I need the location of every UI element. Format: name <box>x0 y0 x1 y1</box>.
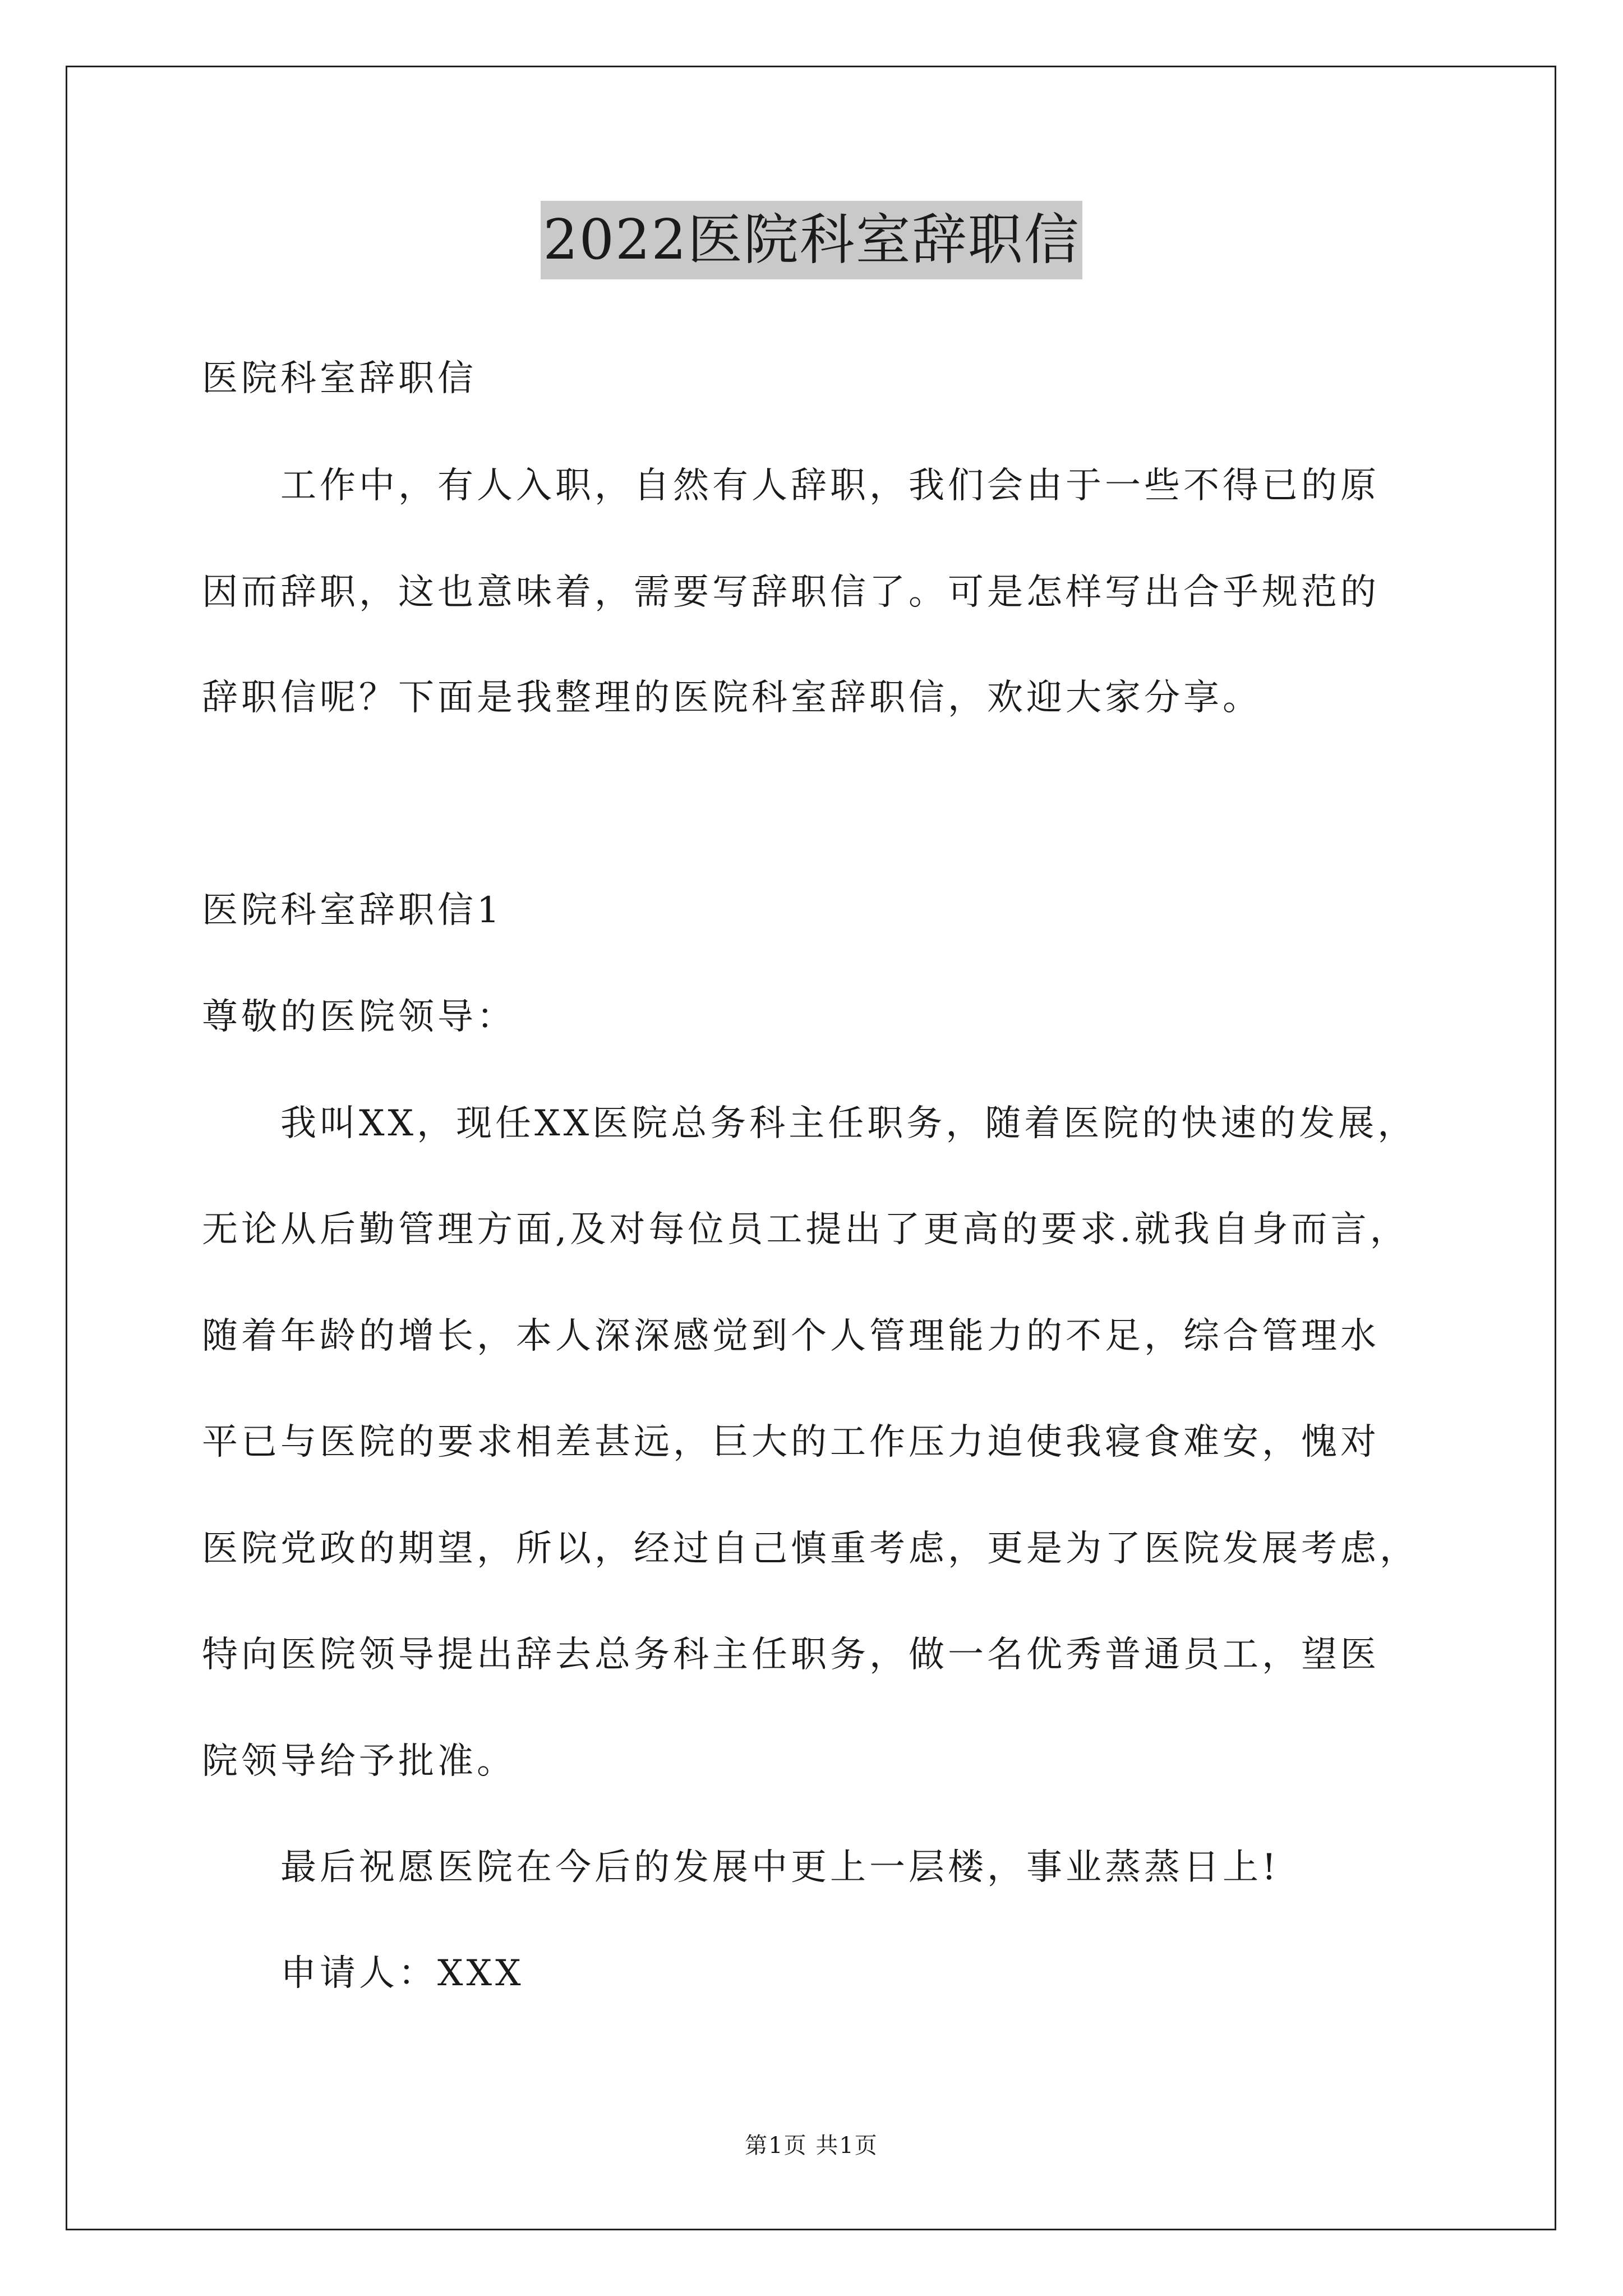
document-title: 2022医院科室辞职信 <box>541 201 1082 279</box>
paragraph-line: 医院党政的期望，所以，经过自己慎重考虑，更是为了医院发展考虑， <box>202 1528 1419 1570</box>
section-heading: 医院科室辞职信1 <box>202 890 503 931</box>
paragraph-line: 无论从后勤管理方面,及对每位员工提出了更高的要求.就我自身而言， <box>202 1209 1409 1250</box>
heading-intro: 医院科室辞职信 <box>202 358 477 399</box>
salutation: 尊敬的医院领导： <box>202 996 516 1038</box>
paragraph-line: 随着年龄的增长，本人深深感觉到个人管理能力的不足，综合管理水 <box>202 1315 1380 1357</box>
page-footer: 第1页 共1页 <box>745 2133 878 2159</box>
paragraph-line: 工作中，有人入职，自然有人辞职，我们会由于一些不得已的原 <box>280 465 1380 507</box>
paragraph-line: 因而辞职，这也意味着，需要写辞职信了。可是怎样写出合乎规范的 <box>202 572 1380 613</box>
closing-line: 最后祝愿医院在今后的发展中更上一层楼，事业蒸蒸日上! <box>280 1847 1280 1888</box>
paragraph-line: 特向医院领导提出辞去总务科主任职务，做一名优秀普通员工，望医 <box>202 1634 1380 1676</box>
paragraph-line: 平已与医院的要求相差甚远，巨大的工作压力迫使我寝食难安，愧对 <box>202 1421 1380 1463</box>
title-wrap <box>0 201 1623 279</box>
signature-line: 申请人：XXX <box>280 1953 524 1994</box>
paragraph-line: 我叫XX，现任XX医院总务科主任职务，随着医院的快速的发展， <box>280 1103 1417 1144</box>
paragraph-line: 辞职信呢？下面是我整理的医院科室辞职信，欢迎大家分享。 <box>202 677 1262 719</box>
paragraph-line: 院领导给予批准。 <box>202 1741 516 1782</box>
